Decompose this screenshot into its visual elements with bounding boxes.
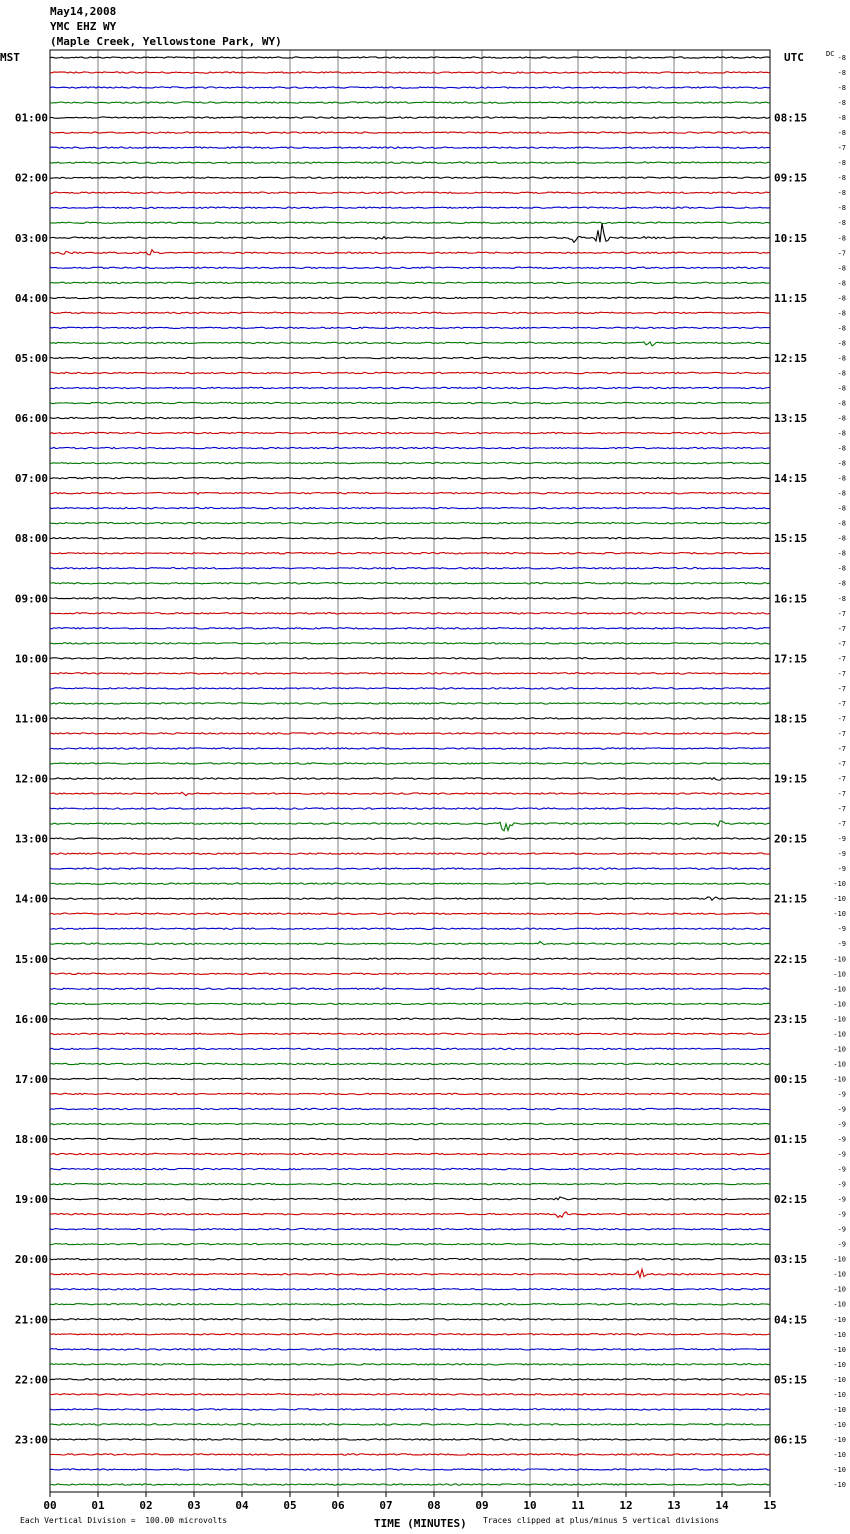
seismic-trace <box>50 1454 770 1455</box>
dc-offset-label: -7 <box>837 639 846 648</box>
dc-offset-label: -8 <box>837 324 846 333</box>
x-tick-label: 09 <box>475 1499 489 1512</box>
seismic-trace <box>50 177 770 178</box>
x-axis-title: TIME (MINUTES) <box>374 1517 467 1530</box>
seismic-trace <box>50 643 770 644</box>
seismic-trace <box>50 522 770 523</box>
seismic-trace <box>50 778 770 781</box>
seismic-trace <box>50 583 770 584</box>
seismic-trace <box>50 1243 770 1244</box>
left-hour-label: 04:00 <box>14 291 48 305</box>
x-tick-label: 13 <box>667 1499 681 1512</box>
plot-frame <box>50 50 770 1492</box>
dc-offset-label: -9 <box>837 865 846 874</box>
dc-offset-label: -10 <box>833 1075 846 1084</box>
seismic-trace <box>50 553 770 554</box>
seismic-trace <box>50 1063 770 1064</box>
dc-offset-label: -10 <box>833 1480 846 1489</box>
dc-offset-label: -7 <box>837 669 846 678</box>
seismic-trace <box>50 357 770 358</box>
left-hour-label: 20:00 <box>14 1253 48 1267</box>
seismic-trace <box>50 432 770 433</box>
seismic-trace <box>50 297 770 298</box>
scale-note: Each Vertical Division = 100.00 microvolts <box>20 1516 228 1525</box>
left-hour-label: 21:00 <box>14 1313 48 1327</box>
right-hour-label: 12:15 <box>774 351 808 365</box>
dc-offset-label: -8 <box>837 279 846 288</box>
seismic-trace <box>50 688 770 689</box>
right-hour-label: 14:15 <box>774 472 808 486</box>
seismic-trace <box>50 1364 770 1365</box>
right-hour-label: 21:15 <box>774 892 808 906</box>
dc-offset-label: -10 <box>833 985 846 994</box>
dc-offset-label: -10 <box>833 1465 846 1474</box>
dc-offset-label: -9 <box>837 1165 846 1174</box>
dc-offset-label: -8 <box>837 459 846 468</box>
seismic-trace <box>50 1093 770 1094</box>
dc-offset-label: -10 <box>833 880 846 889</box>
seismic-trace <box>50 913 770 915</box>
left-hour-label: 14:00 <box>14 892 48 906</box>
left-hour-label: 13:00 <box>14 832 48 846</box>
seismic-trace <box>50 1379 770 1380</box>
seismic-trace <box>50 988 770 989</box>
dc-offset-label: -7 <box>837 820 846 829</box>
seismic-trace <box>50 703 770 704</box>
seismic-trace <box>50 402 770 403</box>
seismic-trace <box>50 102 770 103</box>
right-hour-label: 02:15 <box>774 1193 808 1207</box>
dc-offset-label: -10 <box>833 1000 846 1009</box>
dc-offset-label: -9 <box>837 1225 846 1234</box>
dc-offset-label: -10 <box>833 1345 846 1354</box>
seismic-trace <box>50 941 770 944</box>
x-tick-label: 08 <box>427 1499 441 1512</box>
dc-offset-label: -9 <box>837 940 846 949</box>
right-hour-label: 11:15 <box>774 291 808 305</box>
seismic-trace <box>50 117 770 118</box>
dc-offset-label: -7 <box>837 684 846 693</box>
seismic-trace <box>50 507 770 508</box>
seismic-trace <box>50 342 770 346</box>
right-hour-label: 19:15 <box>774 772 808 786</box>
dc-offset-label: -8 <box>837 129 846 138</box>
seismic-trace <box>50 1349 770 1350</box>
seismic-trace <box>50 613 770 614</box>
seismic-trace <box>50 1018 770 1019</box>
dc-offset-label: -10 <box>833 1390 846 1399</box>
dc-offset-label: -8 <box>837 339 846 348</box>
dc-offset-label: -10 <box>833 1375 846 1384</box>
right-hour-label: 06:15 <box>774 1433 808 1447</box>
dc-offset-label: -8 <box>837 219 846 228</box>
left-hour-label: 22:00 <box>14 1373 48 1387</box>
dc-offset-label: -10 <box>833 1450 846 1459</box>
right-hour-label: 05:15 <box>774 1373 808 1387</box>
seismic-trace <box>50 973 770 974</box>
seismic-trace <box>50 1469 770 1470</box>
left-zone-label: MST <box>0 51 20 64</box>
left-hour-label: 15:00 <box>14 952 48 966</box>
left-hour-label: 23:00 <box>14 1433 48 1447</box>
dc-offset-label: -8 <box>837 564 846 573</box>
seismic-trace <box>50 1212 770 1218</box>
x-tick-label: 05 <box>283 1499 297 1512</box>
dc-offset-label: -8 <box>837 594 846 603</box>
dc-offset-label: -8 <box>837 294 846 303</box>
dc-offset-label: -10 <box>833 1045 846 1054</box>
dc-offset-label: -7 <box>837 775 846 784</box>
dc-offset-label: -8 <box>837 489 846 498</box>
dc-offset-label: -10 <box>833 1420 846 1429</box>
dc-offset-label: -8 <box>837 114 846 123</box>
seismic-trace <box>50 1108 770 1109</box>
seismic-trace <box>50 1153 770 1154</box>
left-hour-label: 16:00 <box>14 1012 48 1026</box>
right-hour-label: 00:15 <box>774 1072 808 1086</box>
x-tick-label: 01 <box>91 1499 105 1512</box>
dc-offset-label: -8 <box>837 504 846 513</box>
left-hour-label: 10:00 <box>14 652 48 666</box>
seismic-trace <box>50 1319 770 1320</box>
right-hour-label: 04:15 <box>774 1313 808 1327</box>
seismic-trace <box>50 282 770 283</box>
left-hour-label: 05:00 <box>14 351 48 365</box>
left-hour-label: 18:00 <box>14 1133 48 1147</box>
dc-offset-label: -10 <box>833 970 846 979</box>
left-hour-label: 11:00 <box>14 712 48 726</box>
dc-offset-label: -9 <box>837 1210 846 1219</box>
x-tick-label: 12 <box>619 1499 633 1512</box>
seismic-trace <box>50 1334 770 1335</box>
seismic-trace <box>50 72 770 73</box>
right-hour-label: 08:15 <box>774 111 808 125</box>
seismic-trace <box>50 327 770 328</box>
dc-offset-label: -7 <box>837 609 846 618</box>
seismic-trace <box>50 838 770 839</box>
seismic-trace <box>50 147 770 148</box>
seismic-trace <box>50 1409 770 1410</box>
right-hour-label: 03:15 <box>774 1253 808 1267</box>
dc-offset-label: -10 <box>833 910 846 919</box>
seismic-trace <box>50 1289 770 1290</box>
seismic-trace <box>50 658 770 659</box>
dc-offset-label: -7 <box>837 144 846 153</box>
header-station: YMC EHZ WY <box>50 20 117 33</box>
right-hour-label: 17:15 <box>774 652 808 666</box>
dc-offset-label: -8 <box>837 429 846 438</box>
dc-offset-label: -9 <box>837 1180 846 1189</box>
dc-offset-label: -7 <box>837 624 846 633</box>
seismic-trace <box>50 387 770 388</box>
seismic-trace <box>50 372 770 373</box>
seismic-trace <box>50 192 770 193</box>
x-tick-label: 00 <box>43 1499 57 1512</box>
dc-offset-label: -10 <box>833 955 846 964</box>
dc-offset-label: -10 <box>833 1315 846 1324</box>
x-tick-label: 06 <box>331 1499 345 1512</box>
seismic-trace <box>50 1138 770 1139</box>
dc-offset-label: -9 <box>837 835 846 844</box>
dc-offset-label: -8 <box>837 414 846 423</box>
seismic-trace <box>50 1228 770 1229</box>
dc-offset-label: -9 <box>837 1120 846 1129</box>
dc-offset-label: -7 <box>837 744 846 753</box>
dc-offset-label: -8 <box>837 444 846 453</box>
seismic-trace <box>50 1258 770 1259</box>
seismic-trace <box>50 628 770 629</box>
seismic-trace <box>50 868 770 869</box>
x-tick-label: 11 <box>571 1499 585 1512</box>
dc-offset-label: -8 <box>837 84 846 93</box>
seismic-trace <box>50 568 770 569</box>
dc-offset-label: -10 <box>833 1030 846 1039</box>
seismic-trace <box>50 250 770 255</box>
right-zone-label: UTC <box>784 51 804 64</box>
dc-label: DC <box>826 50 835 58</box>
dc-offset-label: -8 <box>837 189 846 198</box>
dc-offset-label: -7 <box>837 805 846 814</box>
seismic-trace <box>50 207 770 208</box>
dc-offset-label: -9 <box>837 1105 846 1114</box>
dc-offset-label: -8 <box>837 369 846 378</box>
x-tick-label: 14 <box>715 1499 729 1512</box>
right-hour-label: 20:15 <box>774 832 808 846</box>
seismic-trace <box>50 1033 770 1034</box>
seismic-trace <box>50 1123 770 1124</box>
dc-offset-label: -8 <box>837 69 846 78</box>
seismic-trace <box>50 57 770 58</box>
seismic-trace <box>50 958 770 959</box>
seismic-trace <box>50 1183 770 1184</box>
dc-offset-label: -10 <box>833 1330 846 1339</box>
seismic-trace <box>50 162 770 163</box>
dc-offset-label: -8 <box>837 549 846 558</box>
dc-offset-label: -9 <box>837 1195 846 1204</box>
left-hour-label: 03:00 <box>14 231 48 245</box>
dc-offset-label: -8 <box>837 174 846 183</box>
seismic-trace <box>50 1394 770 1395</box>
dc-offset-label: -10 <box>833 1270 846 1279</box>
right-hour-label: 10:15 <box>774 231 808 245</box>
x-tick-label: 10 <box>523 1499 537 1512</box>
seismic-trace <box>50 853 770 854</box>
dc-offset-label: -8 <box>837 534 846 543</box>
dc-offset-label: -7 <box>837 249 846 258</box>
seismic-trace <box>50 1197 770 1200</box>
seismic-trace <box>50 883 770 884</box>
dc-offset-label: -9 <box>837 1150 846 1159</box>
dc-offset-label: -10 <box>833 1435 846 1444</box>
dc-offset-label: -7 <box>837 654 846 663</box>
left-hour-label: 09:00 <box>14 592 48 606</box>
seismic-trace <box>50 821 770 831</box>
dc-offset-label: -8 <box>837 399 846 408</box>
seismic-trace <box>50 748 770 749</box>
seismic-trace <box>50 1439 770 1440</box>
left-hour-label: 08:00 <box>14 532 48 546</box>
seismic-trace <box>50 1168 770 1169</box>
dc-offset-label: -8 <box>837 234 846 243</box>
dc-offset-label: -9 <box>837 925 846 934</box>
seismic-trace <box>50 718 770 719</box>
left-hour-label: 06:00 <box>14 412 48 426</box>
seismic-trace <box>50 267 770 268</box>
right-hour-label: 09:15 <box>774 171 808 185</box>
left-hour-label: 19:00 <box>14 1193 48 1207</box>
x-tick-label: 04 <box>235 1499 249 1512</box>
dc-offset-label: -7 <box>837 699 846 708</box>
x-tick-label: 15 <box>763 1499 777 1512</box>
seismic-trace <box>50 312 770 313</box>
right-hour-label: 16:15 <box>774 592 808 606</box>
right-hour-label: 18:15 <box>774 712 808 726</box>
right-hour-label: 22:15 <box>774 952 808 966</box>
left-hour-label: 07:00 <box>14 472 48 486</box>
dc-offset-label: -10 <box>833 1015 846 1024</box>
dc-offset-label: -7 <box>837 790 846 799</box>
dc-offset-label: -8 <box>837 99 846 108</box>
seismic-trace <box>50 733 770 734</box>
seismic-trace <box>50 808 770 809</box>
header-location: (Maple Creek, Yellowstone Park, WY) <box>50 35 282 48</box>
dc-offset-label: -8 <box>837 54 846 63</box>
header-date: May14,2008 <box>50 5 117 18</box>
seismic-trace <box>50 928 770 929</box>
left-hour-label: 12:00 <box>14 772 48 786</box>
dc-offset-label: -8 <box>837 579 846 588</box>
seismic-trace <box>50 537 770 538</box>
dc-offset-label: -7 <box>837 729 846 738</box>
seismic-trace <box>50 1484 770 1485</box>
seismic-trace <box>50 1269 770 1277</box>
seismic-trace <box>50 792 770 795</box>
dc-offset-label: -8 <box>837 354 846 363</box>
seismic-trace <box>50 598 770 599</box>
seismic-trace <box>50 897 770 900</box>
x-tick-label: 03 <box>187 1499 201 1512</box>
right-hour-label: 15:15 <box>774 532 808 546</box>
dc-offset-label: -10 <box>833 1285 846 1294</box>
dc-offset-label: -7 <box>837 714 846 723</box>
left-hour-label: 17:00 <box>14 1072 48 1086</box>
left-hour-label: 02:00 <box>14 171 48 185</box>
seismic-trace <box>50 87 770 88</box>
clip-note: Traces clipped at plus/minus 5 vertical divisions <box>483 1516 720 1525</box>
seismic-trace <box>50 1048 770 1049</box>
dc-offset-label: -10 <box>833 1300 846 1309</box>
left-hour-label: 01:00 <box>14 111 48 125</box>
seismic-trace <box>50 673 770 674</box>
seismic-trace <box>50 132 770 133</box>
seismic-trace <box>50 222 770 223</box>
dc-offset-label: -10 <box>833 1405 846 1414</box>
right-hour-label: 13:15 <box>774 412 808 426</box>
seismic-trace <box>50 763 770 764</box>
dc-offset-label: -9 <box>837 1240 846 1249</box>
dc-offset-label: -9 <box>837 1090 846 1099</box>
dc-offset-label: -10 <box>833 1060 846 1069</box>
dc-offset-label: -10 <box>833 895 846 904</box>
dc-offset-label: -8 <box>837 159 846 168</box>
right-hour-label: 01:15 <box>774 1133 808 1147</box>
x-tick-label: 07 <box>379 1499 393 1512</box>
dc-offset-label: -8 <box>837 519 846 528</box>
dc-offset-label: -10 <box>833 1255 846 1264</box>
seismic-trace <box>50 1304 770 1305</box>
dc-offset-label: -8 <box>837 264 846 273</box>
seismic-trace <box>50 477 770 478</box>
right-hour-label: 23:15 <box>774 1012 808 1026</box>
dc-offset-label: -10 <box>833 1360 846 1369</box>
dc-offset-label: -8 <box>837 309 846 318</box>
seismic-trace <box>50 417 770 418</box>
seismic-trace <box>50 1078 770 1079</box>
seismic-trace <box>50 447 770 448</box>
x-tick-label: 02 <box>139 1499 153 1512</box>
seismic-trace <box>50 1424 770 1425</box>
dc-offset-label: -9 <box>837 1135 846 1144</box>
dc-offset-label: -8 <box>837 384 846 393</box>
seismic-trace <box>50 1003 770 1004</box>
seismic-trace <box>50 492 770 494</box>
seismic-trace <box>50 462 770 463</box>
dc-offset-label: -7 <box>837 759 846 768</box>
dc-offset-label: -9 <box>837 850 846 859</box>
dc-offset-label: -8 <box>837 474 846 483</box>
dc-offset-label: -8 <box>837 204 846 213</box>
seismic-trace <box>50 223 770 242</box>
